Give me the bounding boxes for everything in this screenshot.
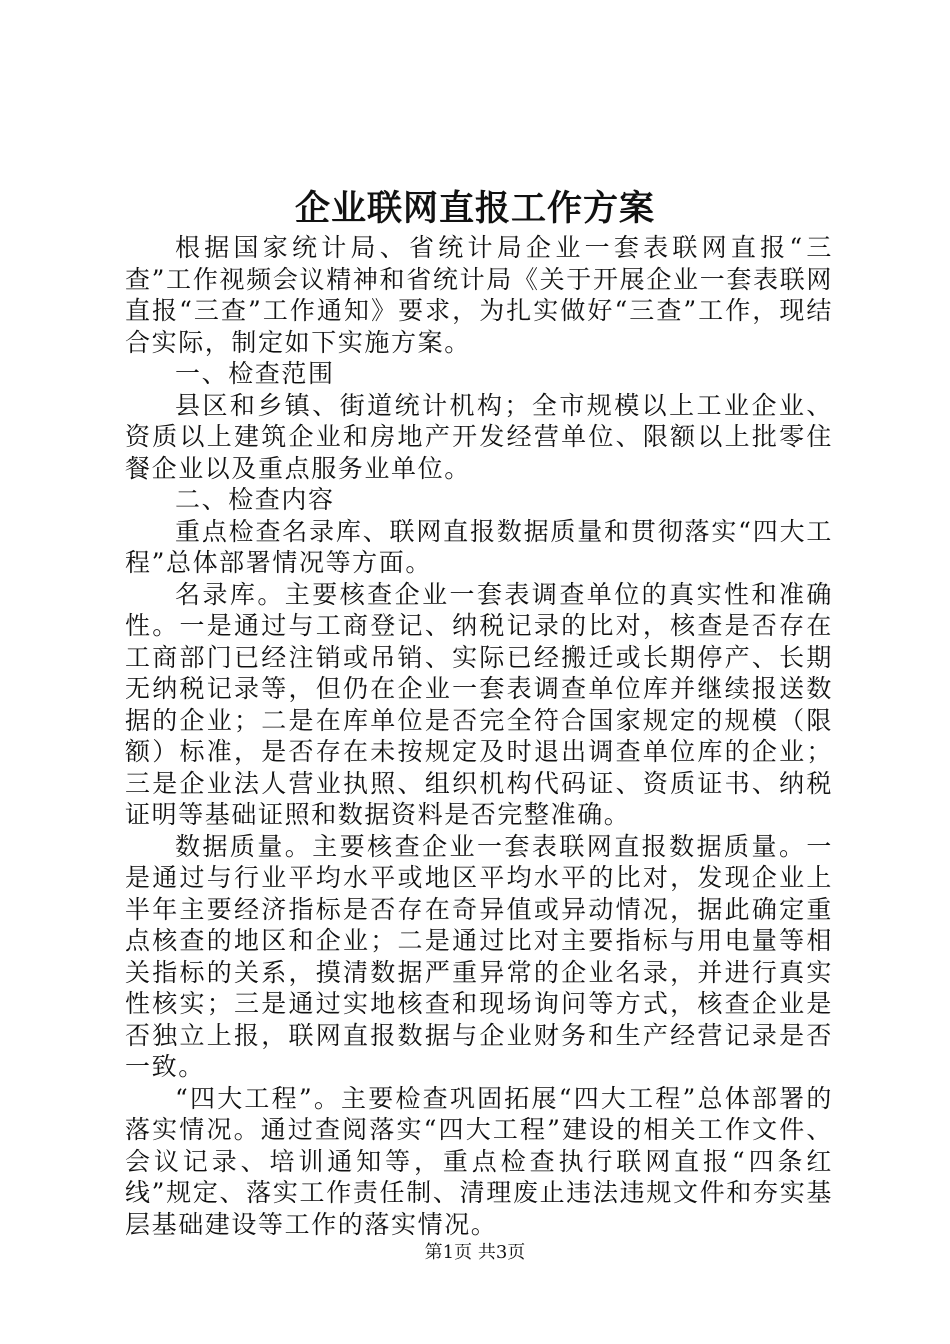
content-summary-paragraph: 重点检查名录库、联网直报数据质量和贯彻落实“四大工程”总体部署情况等方面。 <box>125 516 833 577</box>
directory-paragraph: 名录库。主要核查企业一套表调查单位的真实性和准确性。一是通过与工商登记、纳税记录的比对，核查是否存在工商部门已经注销或吊销、实际已经搬迁或长期停产、长期无纳税记录等，但仍在企业一套表调查单位库并继续报送数据的企业；二是在库单位是否完全符合国家规定的规模（限额）标准，是否存在未按规定及时退出调查单位库的企业；三是企业法人营业执照、组织机构代码证、资质证书、纳税证明等基础证照和数据资料是否完整准确。 <box>125 579 833 829</box>
intro-paragraph: 根据国家统计局、省统计局企业一套表联网直报“三查”工作视频会议精神和省统计局《关于开展企业一套表联网直报“三查”工作通知》要求，为扎实做好“三查”工作，现结合实际，制定如下实施方案。 <box>125 233 833 357</box>
document-title: 企业联网直报工作方案 <box>294 188 655 229</box>
four-projects-paragraph: “四大工程”。主要检查巩固拓展“四大工程”总体部署的落实情况。通过查阅落实“四大工程”建设的相关工作文件、会议记录、培训通知等，重点检查执行联网直报“四条红线”规定、落实工作责任制、清理废止违法违规文件和夯实基层基础建设等工作的落实情况。 <box>125 1083 833 1239</box>
section-heading-scope: 一、检查范围 <box>175 359 335 388</box>
data-quality-paragraph: 数据质量。主要核查企业一套表联网直报数据质量。一是通过与行业平均水平或地区平均水平的比对，发现企业上半年主要经济指标是否存在奇异值或异动情况，据此确定重点核查的地区和企业；二是通过比对主要指标与用电量等相关指标的关系，摸清数据严重异常的企业名录，并进行真实性核实；三是通过实地核查和现场询问等方式，核查企业是否独立上报，联网直报数据与企业财务和生产经营记录是否一致。 <box>125 831 833 1081</box>
section-heading-content: 二、检查内容 <box>175 485 335 514</box>
scope-paragraph: 县区和乡镇、街道统计机构；全市规模以上工业企业、资质以上建筑企业和房地产开发经营单位、限额以上批零住餐企业以及重点服务业单位。 <box>125 390 833 483</box>
page-footer: 第1页 共3页 <box>424 1242 526 1263</box>
document-body <box>125 232 833 1240</box>
